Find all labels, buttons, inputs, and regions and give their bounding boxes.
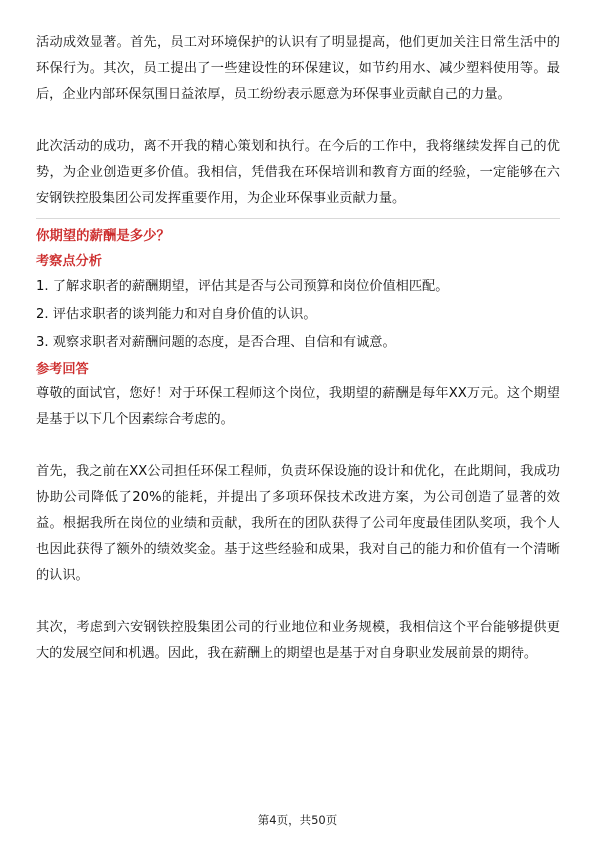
- paragraph-gap: [36, 433, 560, 459]
- analysis-item: 1. 了解求职者的薪酬期望，评估其是否与公司预算和岗位价值相匹配。: [36, 279, 449, 294]
- paragraph-gap: [36, 108, 560, 134]
- document-page: [36, 30, 560, 667]
- answer-paragraph: 其次，考虑到六安钢铁控股集团公司的行业地位和业务规模，我相信这个平台能够提供更大的发展空间和机遇。因此，我在薪酬上的期望也是基于对自身职业发展前景的期待。: [36, 620, 560, 661]
- paragraph-gap: [36, 589, 560, 615]
- answer-paragraph: 尊敬的面试官，您好！对于环保工程师这个岗位，我期望的薪酬是每年XX万元。这个期望是基于以下几个因素综合考虑的。: [36, 386, 560, 427]
- answer-title: 参考回答: [36, 362, 89, 377]
- answer-paragraph: 首先，我之前在XX公司担任环保工程师，负责环保设施的设计和优化，在此期间，我成功协助公司降低了20%的能耗，并提出了多项环保技术改进方案，为公司创造了显著的效益。根据我所在岗位的业绩和贡献，我所在的团队获得了公司年度最佳团队奖项，我个人也因此获得了额外的绩效奖金。基于这些经验和成果，我对自己的能力和价值有一个清晰的认识。: [36, 464, 560, 583]
- analysis-item: 3. 观察求职者对薪酬问题的态度，是否合理、自信和有诚意。: [36, 335, 396, 350]
- page-number-footer: 第4页，共50页: [257, 813, 338, 827]
- question-heading: 你期望的薪酬是多少？: [36, 229, 170, 244]
- analysis-title: 考察点分析: [36, 254, 102, 269]
- body-paragraph: 此次活动的成功，离不开我的精心策划和执行。在今后的工作中，我将继续发挥自己的优势，为企业创造更多价值。我相信，凭借我在环保培训和教育方面的经验，一定能够在六安钢铁控股集团公司发挥重要作用，为企业环保事业贡献力量。: [36, 139, 560, 206]
- analysis-item: 2. 评估求职者的谈判能力和对自身价值的认识。: [36, 307, 317, 322]
- body-paragraph: 活动成效显著。首先，员工对环境保护的认识有了明显提高，他们更加关注日常生活中的环保行为。其次，员工提出了一些建设性的环保建议，如节约用水、减少塑料使用等。最后，企业内部环保氛围日益浓厚，员工纷纷表示愿意为环保事业贡献自己的力量。: [36, 35, 560, 102]
- section-divider: [36, 218, 560, 219]
